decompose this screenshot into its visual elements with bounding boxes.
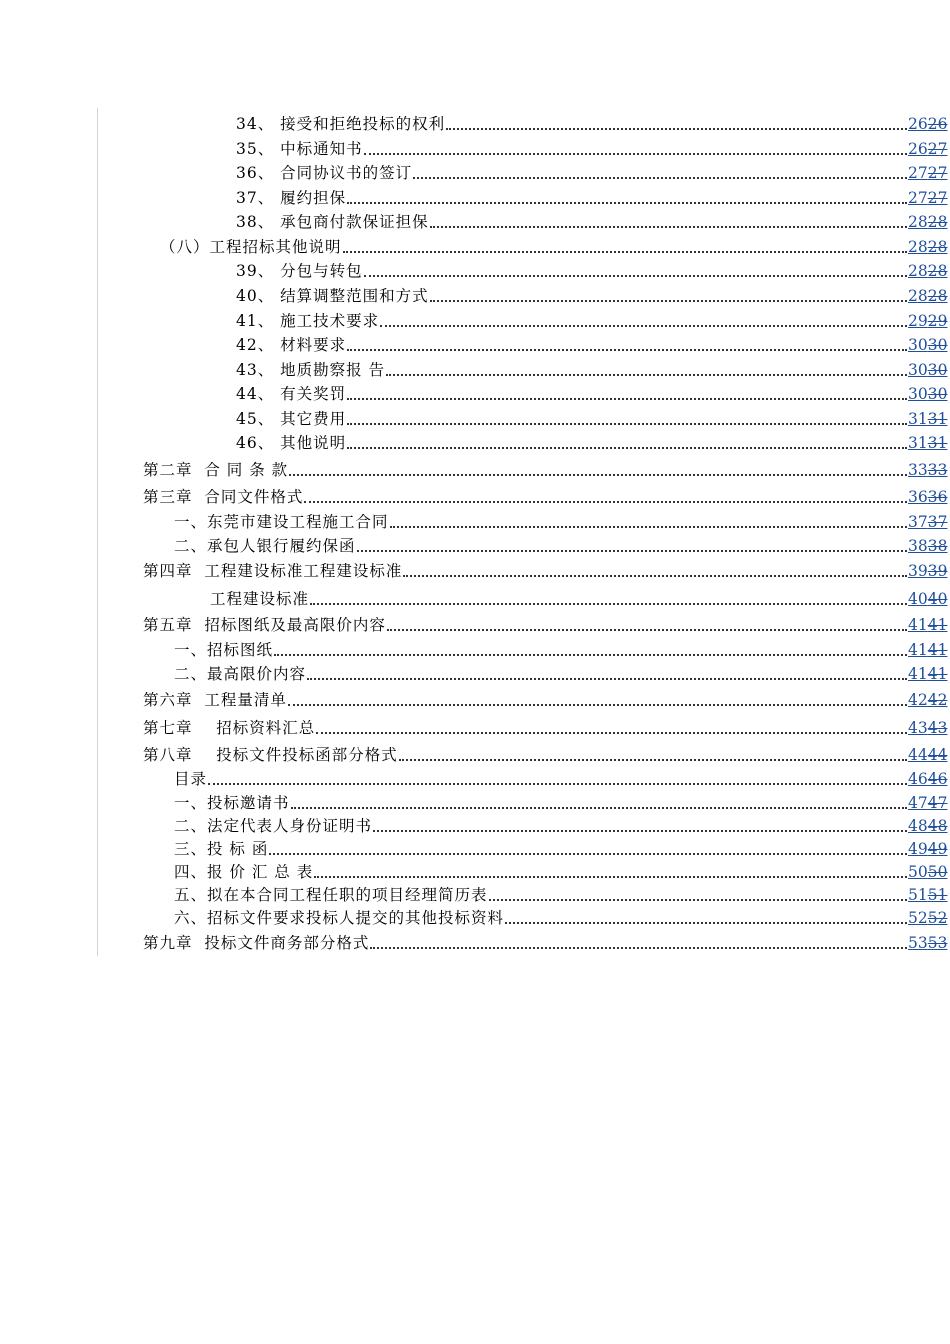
page-number-old: 28 [927, 213, 948, 231]
toc-leader-dots [304, 489, 907, 503]
toc-page-number[interactable] [908, 839, 950, 859]
page-number-old: 51 [927, 886, 948, 904]
toc-leader-dots [505, 910, 907, 924]
toc-page-number[interactable] [908, 286, 950, 306]
toc-entry[interactable] [0, 508, 950, 532]
page-number-old: 44 [927, 746, 948, 764]
toc-leader-dots [343, 239, 907, 253]
toc-entry[interactable] [0, 405, 950, 429]
toc-page-number[interactable] [908, 745, 950, 765]
toc-entry-title: 第五章 招标图纸及最高限价内容 [143, 616, 386, 634]
page-number-new: 49 [908, 840, 928, 858]
toc-entry[interactable] [0, 429, 950, 453]
page-number-new: 43 [908, 719, 928, 737]
toc-leader-dots [310, 591, 907, 605]
toc-page-number[interactable] [908, 561, 950, 581]
page-number-new: 30 [908, 361, 928, 379]
toc-page-number[interactable] [908, 114, 950, 134]
toc-leader-dots [357, 538, 907, 552]
page-number-old: 30 [927, 385, 948, 403]
toc-entry-title: 44、 有关奖罚 [236, 385, 347, 403]
toc-entry[interactable] [0, 456, 950, 480]
toc-leader-dots [489, 887, 907, 901]
toc-entry-title: 六、招标文件要求投标人提交的其他投标资料 [174, 909, 505, 927]
toc-page-number[interactable] [908, 335, 950, 355]
page-number-new: 30 [908, 336, 928, 354]
toc-entry[interactable] [0, 765, 950, 789]
toc-leader-dots [373, 818, 907, 832]
page-number-old: 42 [927, 691, 948, 709]
page-number-old: 27 [927, 140, 948, 158]
toc-entry-title: 第三章 合同文件格式 [143, 488, 304, 506]
toc-leader-dots [307, 666, 907, 680]
page-number-old: 48 [927, 817, 948, 835]
toc-entry-title: 第七章 招标资料汇总 [143, 719, 316, 737]
toc-leader-dots [269, 841, 907, 855]
page-number-old: 37 [927, 513, 948, 531]
toc-entry[interactable] [0, 741, 950, 765]
toc-page-number[interactable] [908, 816, 950, 836]
toc-page-number[interactable] [908, 690, 950, 710]
page-number-old: 46 [927, 770, 948, 788]
toc-page-number[interactable] [908, 793, 950, 813]
toc-entry[interactable] [0, 483, 950, 507]
toc-page-number[interactable] [908, 212, 950, 232]
toc-entry[interactable] [0, 257, 950, 281]
page-number-new: 53 [908, 934, 928, 952]
page-number-old: 28 [927, 262, 948, 280]
toc-leader-dots [291, 795, 907, 809]
toc-leader-dots [387, 617, 907, 631]
toc-entry-title: 42、 材料要求 [236, 336, 347, 354]
toc-leader-dots [347, 386, 907, 400]
toc-entry-title: 41、 施工技术要求 [236, 312, 380, 330]
toc-entry[interactable] [0, 110, 950, 134]
page-number-new: 39 [908, 562, 928, 580]
toc-entry-title: 第四章 工程建设标准工程建设标准 [143, 562, 403, 580]
toc-entry[interactable] [0, 789, 950, 813]
toc-entry[interactable] [0, 208, 950, 232]
toc-entry-title: 37、 履约担保 [236, 189, 347, 207]
toc-entry-title: 39、 分包与转包 [236, 262, 363, 280]
toc-leader-dots [413, 165, 907, 179]
toc-leader-dots [347, 337, 907, 351]
page-number-new: 28 [908, 213, 928, 231]
toc-entry-title: 四、报 价 汇 总 表 [174, 863, 314, 881]
toc-leader-dots [370, 935, 907, 949]
page-number-new: 26 [908, 115, 928, 133]
toc-page-number[interactable] [908, 664, 950, 684]
page-number-new: 47 [908, 794, 928, 812]
toc-page-number[interactable] [908, 139, 950, 159]
toc-entry[interactable] [0, 585, 950, 609]
toc-entry-title: 一、招标图纸 [174, 641, 274, 659]
toc-entry-title: 二、承包人银行履约保函 [174, 537, 356, 555]
toc-entry[interactable] [0, 835, 950, 859]
page-number-old: 38 [927, 537, 948, 555]
page-number-old: 28 [927, 287, 948, 305]
toc-entry-title: 第六章 工程量清单 [143, 691, 287, 709]
page-number-old: 30 [927, 336, 948, 354]
toc-page-number[interactable] [908, 885, 950, 905]
page-number-new: 48 [908, 817, 928, 835]
page-number-old: 40 [927, 590, 948, 608]
page-number-old: 27 [927, 164, 948, 182]
page-number-old: 49 [927, 840, 948, 858]
toc-entry-title: 五、拟在本合同工程任职的项目经理简历表 [174, 886, 488, 904]
page-number-new: 27 [908, 189, 928, 207]
toc-page-number[interactable] [908, 615, 950, 635]
toc-entry-title: 38、 承包商付款保证担保 [236, 213, 429, 231]
page-number-new: 26 [908, 140, 928, 158]
toc-page-number[interactable] [908, 261, 950, 281]
toc-entry[interactable] [0, 380, 950, 404]
toc-leader-dots [208, 771, 907, 785]
page-number-new: 31 [908, 434, 928, 452]
page-number-old: 39 [927, 562, 948, 580]
toc-entry[interactable] [0, 714, 950, 738]
toc-entry[interactable] [0, 135, 950, 159]
page-number-new: 28 [908, 238, 928, 256]
toc-entry-title: 35、 中标通知书 [236, 140, 363, 158]
toc-entry[interactable] [0, 557, 950, 581]
page-number-old: 27 [927, 189, 948, 207]
toc-entry[interactable] [0, 307, 950, 331]
toc-page-number[interactable] [908, 640, 950, 660]
page-number-new: 42 [908, 691, 928, 709]
page-number-old: 41 [927, 616, 948, 634]
toc-entry[interactable] [0, 159, 950, 183]
toc-page-number[interactable] [908, 188, 950, 208]
page-number-old: 41 [927, 665, 948, 683]
page-number-new: 46 [908, 770, 928, 788]
toc-entry[interactable] [0, 184, 950, 208]
toc-page-number[interactable] [908, 536, 950, 556]
toc-page-number[interactable] [908, 862, 950, 882]
toc-entry-title: 第八章 投标文件投标函部分格式 [143, 746, 398, 764]
toc-page-number[interactable] [908, 360, 950, 380]
toc-entry-title: 三、投 标 函 [174, 840, 269, 858]
toc-entry-title: 46、 其他说明 [236, 434, 347, 452]
toc-entry-title: 第九章 投标文件商务部分格式 [143, 934, 370, 952]
page-number-old: 28 [927, 238, 948, 256]
toc-entry[interactable] [0, 636, 950, 660]
toc-page-number[interactable] [908, 933, 950, 953]
page-number-new: 36 [908, 488, 928, 506]
toc-entry[interactable] [0, 858, 950, 882]
page-number-old: 31 [927, 434, 948, 452]
toc-entry[interactable] [0, 611, 950, 635]
page-number-new: 31 [908, 410, 928, 428]
toc-leader-dots [380, 313, 907, 327]
toc-leader-dots [430, 288, 907, 302]
page-number-new: 41 [908, 641, 928, 659]
toc-leader-dots [347, 435, 907, 449]
page-number-old: 36 [927, 488, 948, 506]
toc-leader-dots [316, 720, 907, 734]
toc-entry[interactable] [0, 660, 950, 684]
toc-entry-title: 40、 结算调整范围和方式 [236, 287, 429, 305]
toc-page-number[interactable] [908, 409, 950, 429]
toc-leader-dots [399, 747, 907, 761]
page-number-new: 28 [908, 287, 928, 305]
toc-leader-dots [390, 514, 907, 528]
toc-entry[interactable] [0, 881, 950, 905]
page-number-old: 26 [927, 115, 948, 133]
toc-entry-title: 二、法定代表人身份证明书 [174, 817, 373, 835]
toc-leader-dots [386, 362, 907, 376]
toc-entry-title: （八）工程招标其他说明 [160, 238, 342, 256]
toc-leader-dots [446, 116, 907, 130]
toc-page-number[interactable] [908, 589, 950, 609]
toc-leader-dots [403, 563, 907, 577]
page-number-old: 53 [927, 934, 948, 952]
toc-entry[interactable] [0, 331, 950, 355]
toc-leader-dots [289, 462, 907, 476]
page-number-new: 41 [908, 616, 928, 634]
toc-entry[interactable] [0, 233, 950, 257]
toc-leader-dots [430, 214, 907, 228]
toc-entry-title: 45、 其它费用 [236, 410, 347, 428]
page-number-old: 52 [927, 909, 948, 927]
toc-entry-title: 工程建设标准 [210, 590, 310, 608]
page-number-new: 41 [908, 665, 928, 683]
toc-entry[interactable] [0, 532, 950, 556]
page-number-old: 31 [927, 410, 948, 428]
toc-page-number[interactable] [908, 487, 950, 507]
toc-entry-title: 二、最高限价内容 [174, 665, 307, 683]
page-number-new: 28 [908, 262, 928, 280]
toc-leader-dots [274, 642, 907, 656]
toc-page-number[interactable] [908, 163, 950, 183]
page-number-old: 43 [927, 719, 948, 737]
toc-page-number[interactable] [908, 237, 950, 257]
toc-page-number[interactable] [908, 460, 950, 480]
toc-page-number[interactable] [908, 433, 950, 453]
toc-entry-title: 第二章 合 同 条 款 [143, 461, 289, 479]
page-number-old: 33 [927, 461, 948, 479]
page-number-new: 51 [908, 886, 928, 904]
toc-entry-title: 43、 地质勘察报 告 [236, 361, 386, 379]
page-number-new: 29 [908, 312, 928, 330]
toc-entry[interactable] [0, 904, 950, 928]
toc-page-number[interactable] [908, 769, 950, 789]
page-number-old: 50 [927, 863, 948, 881]
toc-page-number[interactable] [908, 311, 950, 331]
page-number-new: 27 [908, 164, 928, 182]
page-number-old: 29 [927, 312, 948, 330]
page-number-new: 30 [908, 385, 928, 403]
toc-entry[interactable] [0, 282, 950, 306]
toc-entry[interactable] [0, 929, 950, 953]
toc-page-number[interactable] [908, 384, 950, 404]
toc-page-number[interactable] [908, 718, 950, 738]
toc-entry[interactable] [0, 812, 950, 836]
toc-leader-dots [314, 864, 907, 878]
page-number-new: 33 [908, 461, 928, 479]
toc-leader-dots [288, 692, 907, 706]
page-number-old: 30 [927, 361, 948, 379]
toc-entry-title: 一、东莞市建设工程施工合同 [174, 513, 389, 531]
page-number-new: 40 [908, 590, 928, 608]
page-number-new: 44 [908, 746, 928, 764]
page-number-new: 37 [908, 513, 928, 531]
toc-entry-title: 一、投标邀请书 [174, 794, 290, 812]
toc-entry-title: 36、 合同协议书的签订 [236, 164, 413, 182]
toc-leader-dots [364, 263, 907, 277]
page-number-old: 41 [927, 641, 948, 659]
toc-leader-dots [364, 141, 907, 155]
page-number-old: 47 [927, 794, 948, 812]
toc-page-number[interactable] [908, 908, 950, 928]
toc-page-number[interactable] [908, 512, 950, 532]
page-number-new: 52 [908, 909, 928, 927]
page-number-new: 50 [908, 863, 928, 881]
page-number-new: 38 [908, 537, 928, 555]
toc-entry[interactable] [0, 686, 950, 710]
toc-leader-dots [347, 411, 907, 425]
toc-entry-title: 34、 接受和拒绝投标的权利 [236, 115, 446, 133]
toc-entry-title: 目录 [174, 770, 208, 788]
toc-entry[interactable] [0, 356, 950, 380]
toc-leader-dots [347, 190, 907, 204]
